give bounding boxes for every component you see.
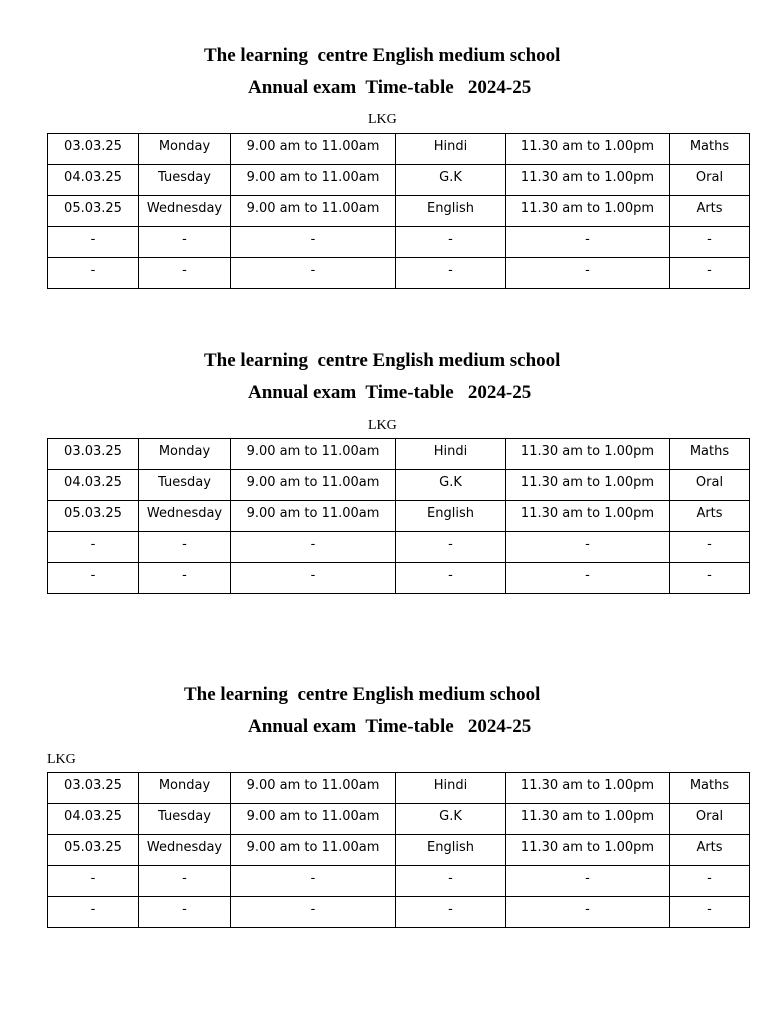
class-label: LKG bbox=[368, 418, 397, 433]
date-cell: 04.03.25 bbox=[48, 165, 139, 196]
time-cell: 11.30 am to 1.00pm bbox=[506, 773, 670, 804]
subject-cell: Maths bbox=[670, 439, 750, 470]
subject-cell: English bbox=[396, 196, 506, 227]
subject-cell: Oral bbox=[670, 165, 750, 196]
subject-cell: G.K bbox=[396, 470, 506, 501]
subject-cell: Oral bbox=[670, 804, 750, 835]
subject-cell: Hindi bbox=[396, 439, 506, 470]
time-cell: - bbox=[506, 227, 670, 258]
date-cell: - bbox=[48, 866, 139, 897]
day-cell: Monday bbox=[139, 773, 231, 804]
time-cell: 9.00 am to 11.00am bbox=[231, 835, 396, 866]
day-cell: - bbox=[139, 866, 231, 897]
class-label: LKG bbox=[368, 112, 397, 127]
timetable bbox=[47, 438, 750, 594]
day-cell: Wednesday bbox=[139, 835, 231, 866]
date-cell: 04.03.25 bbox=[48, 804, 139, 835]
day-cell: - bbox=[139, 227, 231, 258]
table-row bbox=[48, 258, 750, 289]
subject-cell: - bbox=[396, 866, 506, 897]
time-cell: 9.00 am to 11.00am bbox=[231, 804, 396, 835]
time-cell: - bbox=[506, 866, 670, 897]
date-cell: - bbox=[48, 563, 139, 594]
day-cell: Monday bbox=[139, 439, 231, 470]
time-cell: - bbox=[231, 563, 396, 594]
day-cell: Tuesday bbox=[139, 470, 231, 501]
time-cell: 11.30 am to 1.00pm bbox=[506, 501, 670, 532]
date-cell: 04.03.25 bbox=[48, 470, 139, 501]
time-cell: - bbox=[231, 866, 396, 897]
timetable bbox=[47, 133, 750, 289]
subject-cell: Arts bbox=[670, 835, 750, 866]
table-row bbox=[48, 563, 750, 594]
day-cell: Wednesday bbox=[139, 501, 231, 532]
subject-cell: - bbox=[396, 532, 506, 563]
table-row bbox=[48, 897, 750, 928]
date-cell: 03.03.25 bbox=[48, 134, 139, 165]
table-row bbox=[48, 866, 750, 897]
time-cell: 11.30 am to 1.00pm bbox=[506, 439, 670, 470]
table-row bbox=[48, 439, 750, 470]
subject-cell: Maths bbox=[670, 134, 750, 165]
time-cell: 9.00 am to 11.00am bbox=[231, 501, 396, 532]
subject-cell: G.K bbox=[396, 804, 506, 835]
subject-cell: Oral bbox=[670, 470, 750, 501]
exam-title: Annual exam Time-table 2024-25 bbox=[248, 382, 532, 403]
day-cell: Tuesday bbox=[139, 804, 231, 835]
subject-cell: Hindi bbox=[396, 134, 506, 165]
subject-cell: - bbox=[396, 227, 506, 258]
day-cell: - bbox=[139, 258, 231, 289]
day-cell: - bbox=[139, 897, 231, 928]
date-cell: - bbox=[48, 258, 139, 289]
subject-cell: - bbox=[670, 258, 750, 289]
subject-cell: Arts bbox=[670, 501, 750, 532]
date-cell: - bbox=[48, 532, 139, 563]
date-cell: 03.03.25 bbox=[48, 439, 139, 470]
exam-title: Annual exam Time-table 2024-25 bbox=[248, 77, 532, 98]
time-cell: 11.30 am to 1.00pm bbox=[506, 165, 670, 196]
subject-cell: - bbox=[396, 897, 506, 928]
time-cell: - bbox=[506, 563, 670, 594]
time-cell: 11.30 am to 1.00pm bbox=[506, 196, 670, 227]
subject-cell: - bbox=[396, 258, 506, 289]
time-cell: 9.00 am to 11.00am bbox=[231, 773, 396, 804]
subject-cell: - bbox=[670, 563, 750, 594]
table-row bbox=[48, 470, 750, 501]
time-cell: 9.00 am to 11.00am bbox=[231, 134, 396, 165]
time-cell: - bbox=[231, 532, 396, 563]
table-row bbox=[48, 165, 750, 196]
table-row bbox=[48, 196, 750, 227]
subject-cell: English bbox=[396, 835, 506, 866]
day-cell: Tuesday bbox=[139, 165, 231, 196]
table-row bbox=[48, 835, 750, 866]
table-row bbox=[48, 134, 750, 165]
table-row bbox=[48, 804, 750, 835]
day-cell: Monday bbox=[139, 134, 231, 165]
time-cell: 9.00 am to 11.00am bbox=[231, 196, 396, 227]
subject-cell: English bbox=[396, 501, 506, 532]
time-cell: 9.00 am to 11.00am bbox=[231, 439, 396, 470]
time-cell: - bbox=[231, 258, 396, 289]
day-cell: - bbox=[139, 532, 231, 563]
subject-cell: - bbox=[670, 532, 750, 563]
subject-cell: - bbox=[670, 897, 750, 928]
subject-cell: Maths bbox=[670, 773, 750, 804]
school-name: The learning centre English medium school bbox=[204, 350, 561, 371]
time-cell: 11.30 am to 1.00pm bbox=[506, 835, 670, 866]
day-cell: - bbox=[139, 563, 231, 594]
time-cell: 11.30 am to 1.00pm bbox=[506, 134, 670, 165]
date-cell: 05.03.25 bbox=[48, 501, 139, 532]
school-name: The learning centre English medium school bbox=[204, 45, 561, 66]
subject-cell: - bbox=[670, 227, 750, 258]
time-cell: 11.30 am to 1.00pm bbox=[506, 470, 670, 501]
date-cell: 03.03.25 bbox=[48, 773, 139, 804]
subject-cell: Arts bbox=[670, 196, 750, 227]
time-cell: 11.30 am to 1.00pm bbox=[506, 804, 670, 835]
date-cell: 05.03.25 bbox=[48, 835, 139, 866]
exam-title: Annual exam Time-table 2024-25 bbox=[248, 716, 532, 737]
timetable bbox=[47, 772, 750, 928]
table-row bbox=[48, 501, 750, 532]
subject-cell: - bbox=[670, 866, 750, 897]
time-cell: 9.00 am to 11.00am bbox=[231, 165, 396, 196]
time-cell: - bbox=[506, 258, 670, 289]
table-row bbox=[48, 773, 750, 804]
date-cell: 05.03.25 bbox=[48, 196, 139, 227]
table-row bbox=[48, 227, 750, 258]
school-name: The learning centre English medium school bbox=[184, 684, 541, 705]
time-cell: - bbox=[231, 227, 396, 258]
date-cell: - bbox=[48, 227, 139, 258]
time-cell: - bbox=[506, 532, 670, 563]
day-cell: Wednesday bbox=[139, 196, 231, 227]
subject-cell: Hindi bbox=[396, 773, 506, 804]
table-row bbox=[48, 532, 750, 563]
subject-cell: G.K bbox=[396, 165, 506, 196]
time-cell: - bbox=[231, 897, 396, 928]
subject-cell: - bbox=[396, 563, 506, 594]
time-cell: 9.00 am to 11.00am bbox=[231, 470, 396, 501]
time-cell: - bbox=[506, 897, 670, 928]
date-cell: - bbox=[48, 897, 139, 928]
class-label: LKG bbox=[47, 752, 76, 767]
